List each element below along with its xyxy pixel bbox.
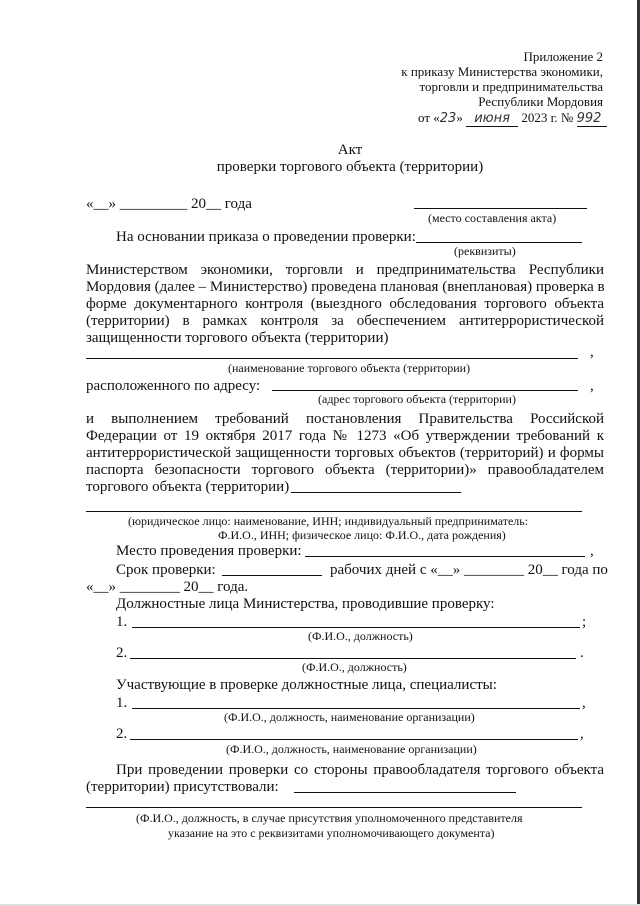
p2-line-4: паспорта безопасности торгового объекта (территории)» правообладателем	[86, 462, 604, 478]
p2-line-5: торгового объекта (территории)	[86, 479, 290, 495]
term-days-line	[222, 575, 322, 576]
comma-2: ,	[590, 378, 594, 394]
entity-hint-2: Ф.И.О., ИНН; физическое лицо: Ф.И.О., дата рождения)	[218, 528, 506, 542]
basis-label: На основании приказа о проведении проверки:	[116, 229, 416, 245]
p1-line-2: Мордовия (далее – Министерство) проведена плановая (внеплановая) проверка в	[86, 279, 605, 295]
official-2-num: 2.	[116, 645, 128, 661]
date-day: 23	[439, 111, 457, 126]
participant-2-line	[130, 739, 578, 740]
org-hint-1: (Ф.И.О., должность, наименование организации)	[224, 710, 475, 724]
official-1-line	[132, 627, 580, 628]
owner-field-line	[291, 492, 461, 493]
inspection-place-label: Место проведения проверки:	[116, 543, 302, 559]
rep-hint-2: указание на это с реквизитами уполномочивающего документа)	[168, 826, 495, 840]
rep-hint-1: (Ф.И.О., должность, в случае присутствия уполномоченного представителя	[136, 811, 523, 825]
doc-title: Акт	[337, 142, 363, 158]
p1-line-1: Министерством экономики, торговли и предпринимательства Республики	[86, 262, 604, 278]
participant-2-num: 2.	[116, 726, 128, 742]
order-line-1: к приказу Министерства экономики,	[401, 64, 603, 79]
object-name-line	[86, 358, 578, 359]
date-prefix: от «	[418, 110, 440, 125]
comma-1: ,	[590, 344, 594, 360]
fio-hint-2: (Ф.И.О., должность)	[302, 660, 407, 674]
participant-1-comma: ,	[582, 695, 586, 711]
date-year: 2023 г. №	[521, 110, 574, 125]
doc-subtitle: проверки торгового объекта (территории)	[216, 159, 484, 175]
representative-line	[86, 807, 582, 808]
term-label: Срок проверки:	[116, 562, 216, 578]
p3-line-1: При проведении проверки со стороны правообладателя торгового объекта	[116, 762, 604, 778]
p3-line-2: (территории) присутствовали:	[86, 779, 279, 795]
details-hint: (реквизиты)	[454, 244, 516, 258]
place-field-line	[414, 208, 587, 209]
participant-1-line	[132, 708, 580, 709]
participant-2-comma: ,	[580, 726, 584, 742]
term-text: рабочих дней с «__» ________ 20__ года по	[330, 562, 608, 578]
address-label: расположенного по адресу:	[86, 378, 261, 394]
official-1-semicolon: ;	[582, 614, 587, 630]
entity-hint-1: (юридическое лицо: наименование, ИНН; индивидуальный предприниматель:	[128, 514, 529, 528]
p1-line-4: (территории) в рамках контроля за обеспечением антитеррористической	[86, 313, 604, 329]
present-field-line	[294, 792, 516, 793]
date-month: июня	[466, 111, 518, 127]
org-hint-2: (Ф.И.О., должность, наименование организации)	[226, 742, 477, 756]
official-2-dot: .	[580, 645, 584, 661]
p1-line-3: форме документарного контроля (выездного обследования торгового объекта	[86, 296, 604, 312]
p1-line-5: защищенности торгового объекта (территории)	[86, 330, 389, 346]
order-line-2: торговли и предпринимательства	[419, 79, 603, 94]
order-line-3: Республики Мордовия	[478, 94, 603, 109]
basis-field-line	[416, 242, 582, 243]
officials-title: Должностные лица Министерства, проводившие проверку:	[116, 596, 495, 612]
p2-line-2: Федерации от 19 октября 2017 года № 1273 «Об утверждении требований к	[86, 428, 604, 444]
order-date	[418, 110, 607, 127]
official-2-line	[130, 658, 576, 659]
act-date-line: «__» _________ 20__ года	[86, 196, 252, 212]
object-name-hint: (наименование торгового объекта (территории)	[228, 361, 471, 375]
participant-1-num: 1.	[116, 695, 128, 711]
term-end: «__» ________ 20__ года.	[86, 579, 249, 595]
p2-line-1: и выполнением требований постановления Правительства Российской	[86, 411, 604, 427]
inspection-place-line	[305, 556, 585, 557]
date-mid: »	[456, 110, 463, 125]
date-number: 992	[577, 111, 607, 127]
fio-hint-1: (Ф.И.О., должность)	[308, 629, 413, 643]
appendix-label: Приложение 2	[523, 49, 603, 64]
entity-field-line	[86, 511, 582, 512]
comma-3: ,	[590, 543, 594, 559]
address-field-line	[272, 390, 578, 391]
official-1-num: 1.	[116, 614, 128, 630]
p2-line-3: антитеррористической защищенности торговых объектов (территорий) и формы	[86, 445, 604, 461]
address-hint: (адрес торгового объекта (территории)	[318, 392, 516, 406]
participants-title: Участвующие в проверке должностные лица, специалисты:	[116, 677, 497, 693]
place-hint: (место составления акта)	[428, 211, 557, 225]
